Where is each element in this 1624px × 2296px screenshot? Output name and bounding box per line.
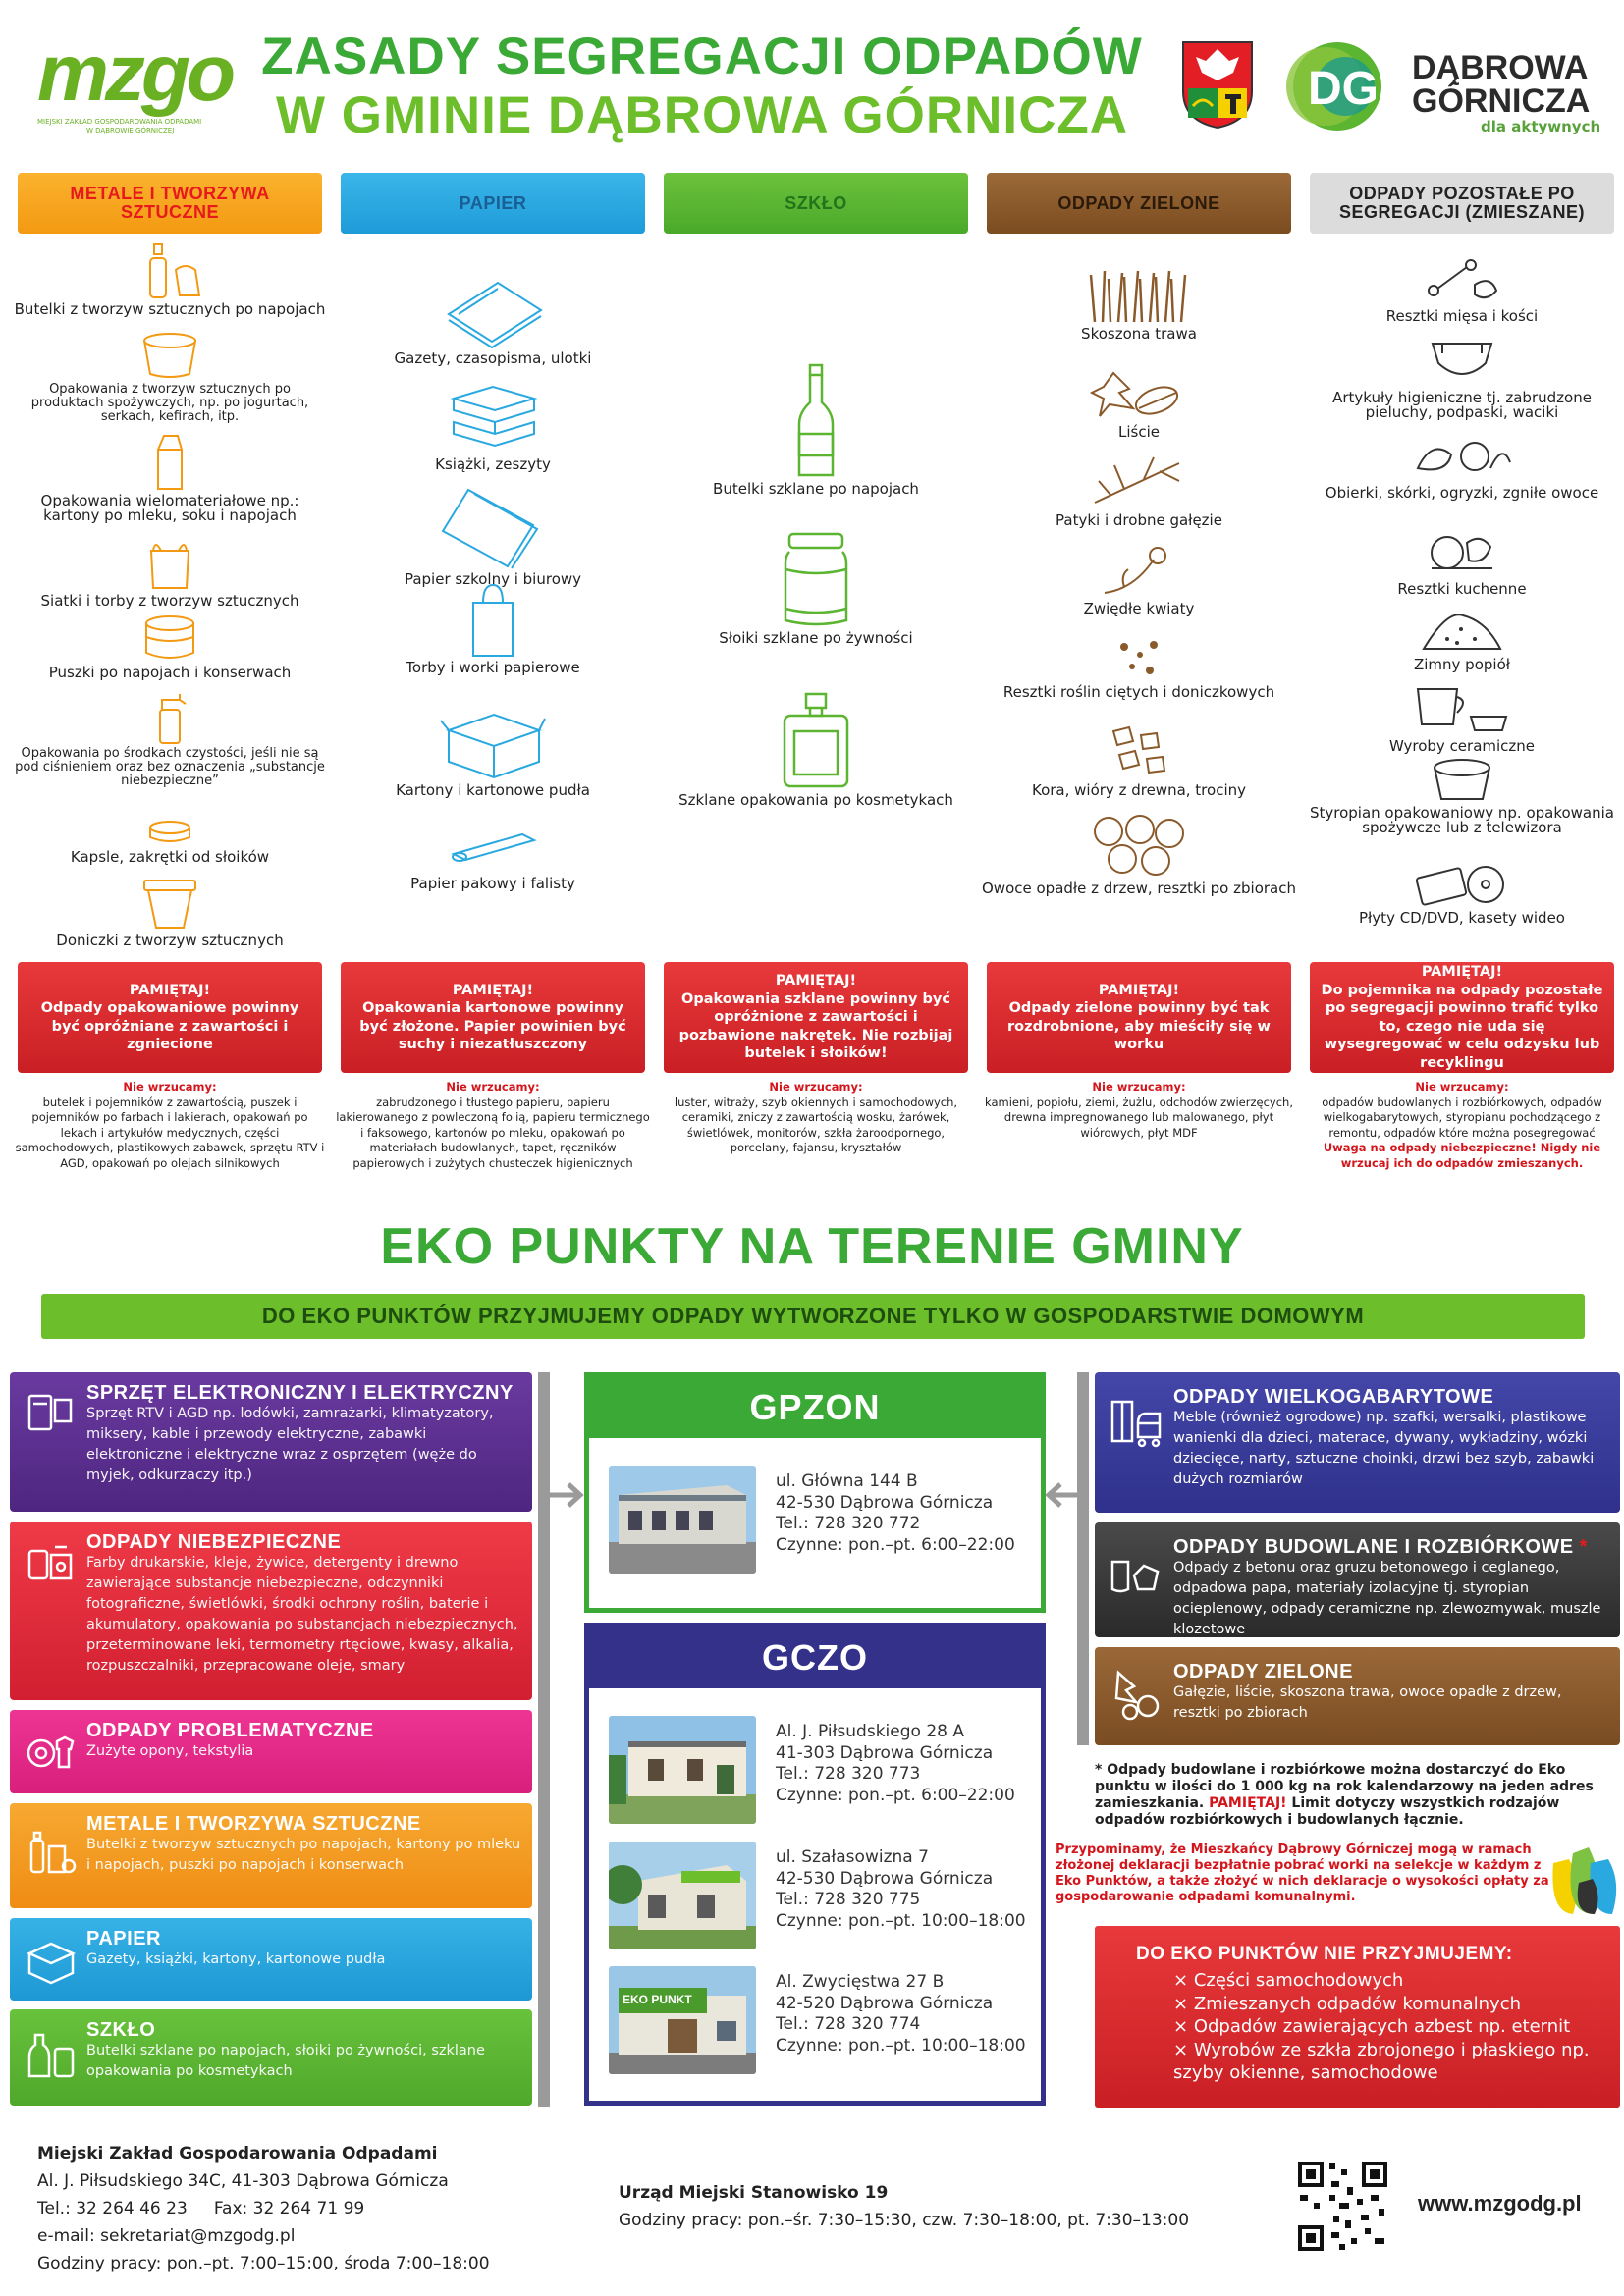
ash-pile-icon: [1418, 606, 1506, 655]
tire-textile-icon: [26, 1728, 77, 1779]
list-item: Papier szkolny i biurowy: [336, 486, 650, 587]
diaper-icon: [1423, 334, 1501, 388]
yogurt-cup-icon: [140, 331, 199, 380]
list-item: Książki, zeszyty: [336, 381, 650, 472]
not-accepted-green: Nie wrzucamy: kamieni, popiołu, ziemi, żużlu, odchodów zwierzęcych, drewna impregnowanego lub malowanego, płyt wiórowych, płyt MDF: [984, 1080, 1293, 1140]
footer-contact: Miejski Zakład Gospodarowania Odpadami Al. J. Piłsudskiego 34C, 41-303 Dąbrowa Górnicza Tel.: 32 264 46 23 Fax: 32 264 71 99 e-mail: sekretariat@mzgodg.pl Godziny pracy: pon.–pt. 7:00–15:00, środa 7:00–18:00: [37, 2140, 587, 2277]
eko-section-title: EKO PUNKTY NA TERENIE GMINY: [380, 1218, 1244, 1275]
paper-bag-icon: [463, 579, 522, 658]
gpzon-box: [584, 1372, 1046, 1613]
dg-line-1: DĄBROWA: [1412, 49, 1589, 86]
dabrowa-gornicza-logo: [1286, 37, 1610, 135]
dg-tagline: dla aktywnych: [1481, 118, 1601, 135]
list-item: Resztki mięsa i kości: [1305, 255, 1619, 324]
flower-pot-icon: [140, 877, 199, 931]
electronics-icon: [26, 1386, 77, 1437]
arrow-right-icon: [547, 1480, 586, 1510]
leaves-icon: [1090, 363, 1188, 422]
hazardous-warning: Uwaga na odpady niebezpieczne! Nigdy nie wrzucaj ich do odpadów zmieszanych.: [1323, 1141, 1601, 1170]
eko-category-hazardous: ODPADY NIEBEZPIECZNE Farby drukarskie, kleje, żywice, detergenty i drewno zawierające substancje niebezpieczne, odczynniki fotograficzne, świetlówki, środki ochrony roślin, baterie i akumulatory, opakowania po substancjach niebezpiecznych, przeterminowane leki, termometry rtęciowe, kwasy, alkalia, rozpuszczalniki, przepracowane oleje, smary: [10, 1522, 532, 1700]
milk-carton-icon: [150, 432, 189, 491]
hazardous-icon: [26, 1535, 77, 1586]
list-item: Torby i worki papierowe: [336, 579, 650, 675]
plant-scraps-icon: [1105, 633, 1173, 682]
address-block: ul. Główna 144 B 42-530 Dąbrowa Górnicza Tel.: 728 320 772 Czynne: pon.–pt. 6:00–22:00: [589, 1466, 1041, 1578]
svg-text:DG: DG: [1308, 63, 1379, 115]
list-item: Styropian opakowaniowy np. opakowania spożywcze lub z telewizora: [1305, 756, 1619, 835]
perfume-bottle-icon: [777, 692, 855, 790]
list-item: Artykuły higieniczne tj. zabrudzone pieluchy, podpaski, waciki: [1305, 334, 1619, 420]
construction-limit-note: * Odpady budowlane i rozbiórkowe można dostarczyć do Eko punktu w ilości do 1 000 kg na rok kalendarzowy na jeden adres zamieszkania. PAMIĘTAJ! Limit dotyczy wszystkich rodzajów odpadów rozbiórkowych i budowlanych łącznie.: [1095, 1762, 1594, 1828]
footer-city-office: Urząd Miejski Stanowisko 19 Godziny pracy: pon.–śr. 7:30–15:30, czw. 7:30–18:00, pt. 7:30–13:00: [619, 2183, 1190, 2230]
glass-bottle-icon: [791, 363, 840, 479]
list-item: Skoszona trawa: [982, 265, 1296, 342]
list-item: Obierki, skórki, ogryzki, zgniłe owoce: [1305, 429, 1619, 501]
coat-of-arms-icon: [1178, 37, 1257, 131]
list-item: Opakowania po środkach czystości, jeśli nie są pod ciśnieniem oraz bez oznaczenia „substancje niebezpieczne”: [13, 690, 327, 788]
paper-roll-icon: [444, 825, 542, 874]
logo-subtitle: MIEJSKI ZAKŁAD GOSPODAROWANIA ODPADAMI: [37, 118, 202, 126]
dg-line-2: GÓRNICZA: [1412, 82, 1591, 120]
address-block: ul. Szałasowizna 7 42-530 Dąbrowa Górnicza Tel.: 728 320 775 Czynne: pon.–pt. 10:00–18:00: [589, 1842, 1041, 1954]
list-item: Patyki i drobne gałęzie: [982, 452, 1296, 528]
bottle-can-icon: [26, 1827, 77, 1878]
email-link[interactable]: e-mail: sekretariat@mzgodg.pl: [37, 2226, 296, 2246]
plastic-bottle-icon: [111, 240, 229, 299]
category-paper: PAPIER: [341, 173, 645, 234]
paper-box-icon: [26, 1936, 77, 1987]
list-item: Liście: [982, 363, 1296, 440]
fallen-fruit-icon: [1085, 810, 1193, 879]
gczo-building-photo-1: [609, 1716, 756, 1824]
list-item: Opakowania wielomateriałowe np.: kartony po mleku, soku i napojach: [13, 432, 327, 523]
not-accepted-metals: Nie wrzucamy: butelek i pojemników z zawartością, puszek i pojemników po farbach i lakierach, opakowań po lekach i artykułów medycznych, części samochodowych, plastikowych zabawek, sprzętu RTV i AGD, opakowań po olejach silnikowych: [15, 1080, 325, 1170]
eko-category-construction: ODPADY BUDOWLANE I ROZBIÓRKOWE * Odpady z betonu oraz gruzu betonowego i ceglanego, odpadowa papa, materiały izolacyjne tj. styropian ocieplenowy, odpady ceramiczne np. zlewozmywak, muszle klozetowe: [1095, 1522, 1620, 1637]
list-item: × Wyrobów ze szkła zbrojonego i płaskiego np. szyby okienne, samochodowe: [1173, 2039, 1590, 2083]
category-green-waste: ODPADY ZIELONE: [987, 173, 1291, 234]
food-peels-icon: [1408, 429, 1516, 483]
wood-chips-icon: [1100, 721, 1178, 780]
list-item: Zimny popiół: [1305, 606, 1619, 672]
mzgo-logo: [37, 29, 234, 137]
list-item: Słoiki szklane po żywności: [659, 530, 973, 646]
eko-category-paper: PAPIER Gazety, książki, kartony, kartonowe pudła: [10, 1918, 532, 2001]
title-line-2: W GMINIE DĄBROWA GÓRNICZA: [275, 86, 1129, 144]
address-block: Al. J. Piłsudskiego 28 A 41-303 Dąbrowa Górnicza Tel.: 728 320 773 Czynne: pon.–pt. 6:00–22:00: [589, 1716, 1041, 1829]
not-accepted-glass: Nie wrzucamy: luster, witraży, szyb okiennych i samochodowych, ceramiki, zniczy z zawartością wosku, żarówek, świetlówek, monitorów, szkła żaroodpornego, porcelany, fajansu, kryształów: [674, 1080, 958, 1154]
list-item: Szklane opakowania po kosmetykach: [659, 692, 973, 808]
grass-icon: [1085, 265, 1193, 324]
books-icon: [444, 381, 542, 454]
waste-bags-icon: [1543, 1824, 1622, 1917]
gczo-building-photo-3: [609, 1966, 756, 2074]
list-item: Kartony i kartonowe pudła: [336, 707, 650, 798]
page-title: [245, 27, 1159, 145]
styrofoam-icon: [1428, 756, 1496, 803]
eko-category-glass: SZKŁO Butelki szklane po napojach, słoiki po żywności, szklane opakowania po kosmetykach: [10, 2009, 532, 2106]
logo-subtitle-2: W DĄBROWIE GÓRNICZEJ: [86, 127, 175, 134]
right-bracket: [1077, 1372, 1089, 1745]
plastic-bag-icon: [145, 537, 194, 591]
gczo-building-photo-2: [609, 1842, 756, 1949]
wilted-flower-icon: [1095, 540, 1183, 599]
list-item: Owoce opadłe z drzew, resztki po zbiorach: [982, 810, 1296, 896]
gpzon-title: GPZON: [589, 1377, 1041, 1438]
spray-bottle-icon: [140, 690, 199, 744]
tin-can-icon: [140, 614, 199, 663]
bones-icon: [1418, 255, 1506, 306]
office-paper-icon: [439, 486, 547, 569]
list-item: Butelki szklane po napojach: [659, 363, 973, 497]
category-glass: SZKŁO: [664, 173, 968, 234]
category-mixed-waste: ODPADY POZOSTAŁE PO SEGREGACJI (ZMIESZANE): [1310, 173, 1614, 234]
glass-jar-icon: [782, 530, 850, 628]
eko-category-bulky: ODPADY WIELKOGABARYTOWE Meble (również ogrodowe) np. szafki, wersalki, plastikowe wanienki dla dzieci, materace, dywany, wykładziny, wózki dziecięce, narty, sztuczne choinki, drzwi bez szyb, zabawki dużych rozmiarów: [1095, 1372, 1620, 1513]
not-accepted-box: DO EKO PUNKTÓW NIE PRZYJMUJEMY: × Części samochodowych × Zmieszanych odpadów komunalnych × Odpadów zawierających azbest np. eternit × Wyrobów ze szkła zbrojonego i płaskiego np. szyby okienne, samochodowe: [1095, 1926, 1620, 2108]
list-item: Kapsle, zakrętki od słoików: [13, 818, 327, 865]
remember-box-green: PAMIĘTAJ! Odpady zielone powinny być tak rozdrobnione, aby mieściły się w worku: [987, 962, 1291, 1073]
eko-info-bar: DO EKO PUNKTÓW PRZYJMUJEMY ODPADY WYTWORZONE TYLKO W GOSPODARSTWIE DOMOWYM: [41, 1294, 1585, 1339]
remember-box-glass: PAMIĘTAJ! Opakowania szklane powinny być opróżnione z zawartości i pozbawione nakrętek. Nie rozbijaj butelek i słoików!: [664, 962, 968, 1073]
website-link[interactable]: www.mzgodg.pl: [1418, 2191, 1582, 2216]
address-block: EKO PUNKT Al. Zwycięstwa 27 B 42-520 Dąbrowa Górnicza Tel.: 728 320 774 Czynne: pon.–pt. 10:00–18:00: [589, 1966, 1041, 2079]
remember-box-mixed: PAMIĘTAJ! Do pojemnika na odpady pozostałe po segregacji powinno trafić tylko to, czego nie uda się wysegregować w celu odzysku lub recyklingu: [1310, 962, 1614, 1073]
list-item: × Zmieszanych odpadów komunalnych: [1173, 1993, 1522, 2014]
column-metals-plastics: [13, 240, 327, 957]
eko-category-green: ODPADY ZIELONE Gałęzie, liście, skoszona trawa, owoce opadłe z drzew, resztki po zbiorach: [1095, 1647, 1620, 1745]
cardboard-box-icon: [439, 707, 547, 780]
list-item: Butelki z tworzyw sztucznych po napojach: [13, 240, 327, 317]
gpzon-building-photo: [609, 1466, 756, 1574]
category-metals-plastics: METALE I TWORZYWA SZTUCZNE: [18, 173, 322, 234]
ceramic-cup-icon: [1408, 677, 1516, 736]
list-item: Puszki po napojach i konserwach: [13, 614, 327, 680]
leaf-fruit-icon: [1109, 1667, 1164, 1722]
list-item: Resztki roślin ciętych i doniczkowych: [982, 633, 1296, 700]
remember-box-metals: PAMIĘTAJ! Odpady opakowaniowe powinny być opróżniane z zawartości i zgniecione: [18, 962, 322, 1073]
not-accepted-paper: Nie wrzucamy: zabrudzonego i tłustego papieru, papieru lakierowanego z powleczoną folią, papieru termicznego i faksowego, kartonów po mleku, opakowań po materiałach budowlanych, tapet, ręczników papierowych i zużytych chusteczek higienicznych: [336, 1080, 650, 1170]
column-paper: [336, 240, 650, 957]
title-line-1: ZASADY SEGREGACJI ODPADÓW: [261, 27, 1143, 85]
gczo-title: GCZO: [589, 1628, 1041, 1688]
list-item: Zwiędłe kwiaty: [982, 540, 1296, 616]
kitchen-scraps-icon: [1418, 525, 1506, 579]
list-item: Opakowania z tworzyw sztucznych po produktach spożywczych, np. po jogurtach, serkach, kefirach, itp.: [13, 331, 327, 424]
glass-bottle-jar-icon: [26, 2029, 77, 2080]
list-item: × Odpadów zawierających azbest np. eternit: [1173, 2016, 1571, 2037]
bottle-cap-icon: [145, 818, 194, 847]
list-item: Kora, wióry z drewna, trociny: [982, 721, 1296, 798]
eko-category-electronics: SPRZĘT ELEKTRONICZNY I ELEKTRYCZNY Sprzęt RTV i AGD np. lodówki, zamrażarki, klimatyzatory, miksery, kable i przewody elektryczne, zabawki elektroniczne i elektryczne wraz z osprzętem (węże do myjek, odkurzaczy itp.): [10, 1372, 532, 1512]
furniture-icon: [1109, 1394, 1164, 1449]
qr-code-icon[interactable]: [1296, 2160, 1389, 2253]
logo-text: mzgo: [37, 28, 233, 118]
column-mixed-waste: [1305, 240, 1619, 957]
column-green-waste: [982, 240, 1296, 957]
list-item: × Części samochodowych: [1173, 1970, 1404, 1991]
eko-category-problematic: ODPADY PROBLEMATYCZNE Zużyte opony, tekstylia: [10, 1710, 532, 1793]
remember-box-paper: PAMIĘTAJ! Opakowania kartonowe powinny być złożone. Papier powinien być suchy i niezatłuszczony: [341, 962, 645, 1073]
not-accepted-mixed: Nie wrzucamy: odpadów budowlanych i rozbiórkowych, odpadów wielkogabarytowych, styropianu pochodzącego z remontu, odpadów które można posegregować Uwaga na odpady niebezpieczne! Nigdy nie wrzucaj ich do odpadów zmieszanych.: [1305, 1080, 1619, 1171]
cd-cassette-icon: [1413, 859, 1511, 908]
construction-waste-icon: [1109, 1546, 1164, 1601]
column-glass: [659, 240, 973, 957]
arrow-left-icon: [1043, 1480, 1082, 1510]
list-item: Gazety, czasopisma, ulotki: [336, 275, 650, 366]
list-item: Siatki i torby z tworzyw sztucznych: [13, 537, 327, 609]
gczo-box: [584, 1623, 1046, 2106]
list-item: Resztki kuchenne: [1305, 525, 1619, 597]
eko-punkt-sign: EKO PUNKT: [623, 1993, 692, 2006]
list-item: Płyty CD/DVD, kasety wideo: [1305, 859, 1619, 926]
twigs-icon: [1085, 452, 1193, 510]
list-item: Papier pakowy i falisty: [336, 825, 650, 891]
list-item: Doniczki z tworzyw sztucznych: [13, 877, 327, 948]
eko-category-metals: METALE I TWORZYWA SZTUCZNE Butelki z tworzyw sztucznych po napojach, kartony po mleku i napojach, puszki po napojach i konserwach: [10, 1803, 532, 1908]
list-item: Wyroby ceramiczne: [1305, 677, 1619, 754]
bags-reminder-note: Przypominamy, że Mieszkańcy Dąbrowy Górniczej mogą w ramach złożonej deklaracji bezpłatnie pobrać worki na selekcje w każdym z Eko Punktów, a także złożyć w nich deklaracje o wysokości opłaty za gospodarowanie odpadami komunalnymi.: [1056, 1842, 1549, 1904]
newspapers-icon: [439, 275, 547, 348]
